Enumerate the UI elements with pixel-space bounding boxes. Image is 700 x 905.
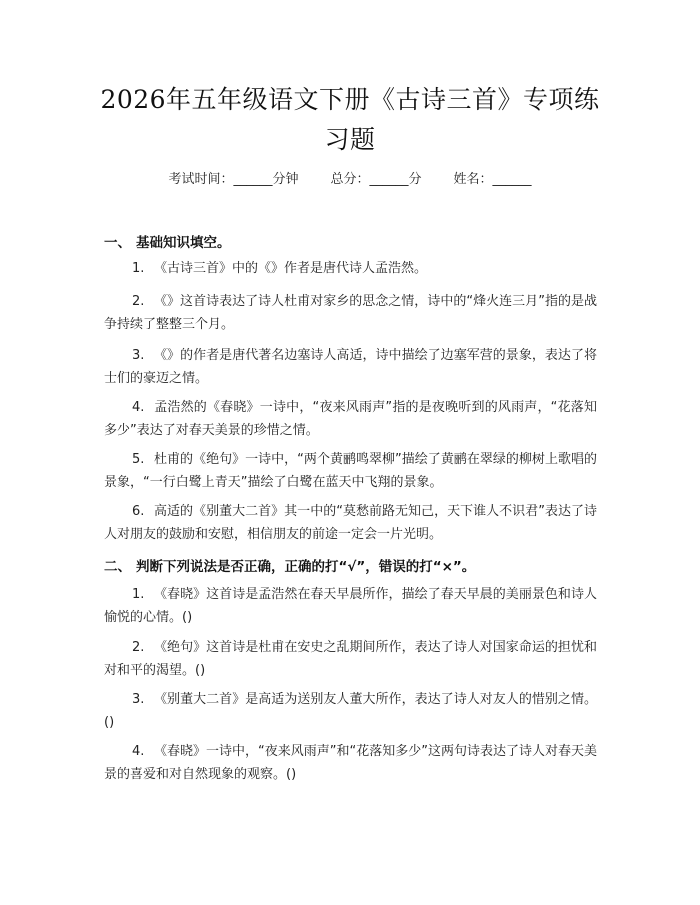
question-number: 6. xyxy=(132,504,145,519)
question-item xyxy=(104,500,597,546)
section-heading xyxy=(104,231,231,251)
question-text: 《》这首诗表达了诗人杜甫对家乡的思念之情，诗中的“烽火连三月”指的是战争持续了整整三个月。 xyxy=(104,294,597,332)
exam-time-field: 考试时间：______分钟 xyxy=(168,172,299,187)
question-item xyxy=(104,583,597,629)
section-number: 一、 xyxy=(104,235,131,251)
question-item xyxy=(104,740,597,786)
section-title: 判断下列说法是否正确，正确的打“√”，错误的打“×”。 xyxy=(136,559,476,575)
question-text: 高适的《别董大二首》其一中的“莫愁前路无知己，天下谁人不识君”表达了诗人对朋友的鼓励和安慰，相信朋友的前途一定会一片光明。 xyxy=(104,504,597,542)
question-number: 3. xyxy=(132,348,145,363)
question-item xyxy=(104,344,597,390)
exam-info-line xyxy=(0,168,700,187)
question-number: 1. xyxy=(132,261,145,276)
student-name-field: 姓名：______ xyxy=(453,172,532,187)
question-text: 《》的作者是唐代著名边塞诗人高适，诗中描绘了边塞军营的景象，表达了将士们的豪迈之情。 xyxy=(104,348,597,386)
question-text: 《春晓》这首诗是孟浩然在春天早晨所作，描绘了春天早晨的美丽景色和诗人愉悦的心情。() xyxy=(104,587,597,625)
page-title: 2026年五年级语文下册《古诗三首》专项练习题 xyxy=(100,85,600,154)
question-text: 《古诗三首》中的《》作者是唐代诗人孟浩然。 xyxy=(154,261,428,276)
question-item xyxy=(104,290,597,336)
question-item xyxy=(104,448,597,494)
section-title: 基础知识填空。 xyxy=(136,235,231,251)
question-text: 《春晓》一诗中，“夜来风雨声”和“花落知多少”这两句诗表达了诗人对春天美景的喜爱和对自然现象的观察。() xyxy=(104,744,597,782)
question-text: 《绝句》这首诗是杜甫在安史之乱期间所作，表达了诗人对国家命运的担忧和对和平的渴望。() xyxy=(104,640,597,678)
question-number: 3. xyxy=(132,692,145,707)
question-number: 1. xyxy=(132,587,145,602)
section-number: 二、 xyxy=(104,559,131,575)
question-text: 孟浩然的《春晓》一诗中，“夜来风雨声”指的是夜晚听到的风雨声，“花落知多少”表达了对春天美景的珍惜之情。 xyxy=(104,400,597,438)
question-number: 2. xyxy=(132,640,145,655)
question-number: 2. xyxy=(132,294,145,309)
total-score-field: 总分：______分 xyxy=(330,172,422,187)
question-text: 《别董大二首》是高适为送别友人董大所作，表达了诗人对友人的惜别之情。() xyxy=(104,692,597,730)
question-text: 杜甫的《绝句》一诗中，“两个黄鹂鸣翠柳”描绘了黄鹂在翠绿的柳树上歌唱的景象，“一行白鹭上青天”描绘了白鹭在蓝天中飞翔的景象。 xyxy=(104,452,597,490)
question-number: 4. xyxy=(132,400,145,415)
question-item xyxy=(104,257,597,280)
question-number: 4. xyxy=(132,744,145,759)
question-item xyxy=(104,396,597,442)
question-item xyxy=(104,688,597,734)
section-heading xyxy=(104,555,475,575)
question-number: 5. xyxy=(132,452,145,467)
question-item xyxy=(104,636,597,682)
